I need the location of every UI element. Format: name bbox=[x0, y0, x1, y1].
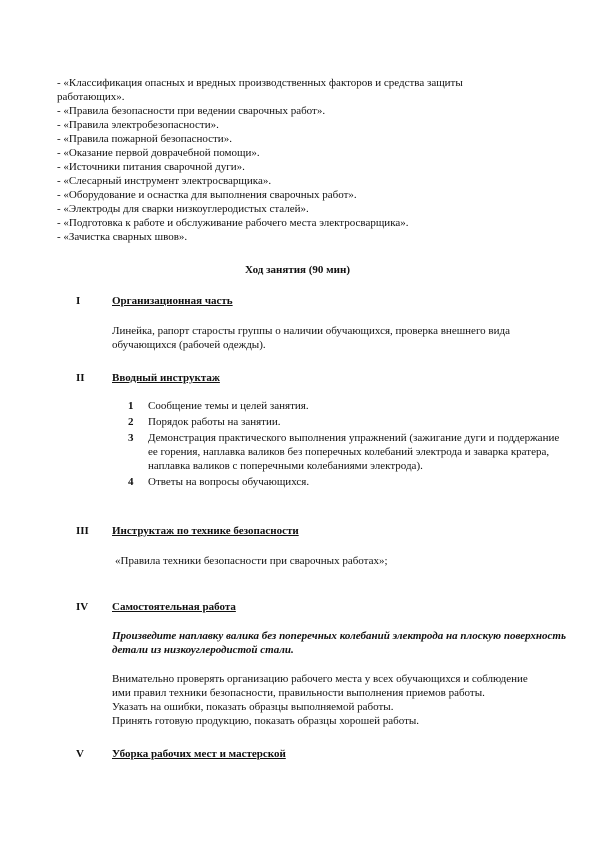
section-number: I bbox=[76, 295, 81, 307]
step-item bbox=[128, 475, 564, 489]
topic-item: - «Оборудование и оснастка для выполнения сварочных работ». bbox=[57, 189, 357, 201]
section-title: Самостоятельная работа bbox=[112, 601, 236, 613]
section-title: Инструктаж по технике безопасности bbox=[112, 525, 299, 537]
step-text: Сообщение темы и целей занятия. bbox=[148, 400, 309, 412]
topic-item: - «Электроды для сварки низкоуглеродистых сталей». bbox=[57, 203, 309, 215]
text-line: ими правил техники безопасности, правильности выполнения приемов работы. bbox=[112, 687, 485, 699]
step-number: 2 bbox=[128, 416, 134, 428]
step-item bbox=[128, 431, 564, 473]
topic-item: - «Классификация опасных и вредных производственных факторов и средства защиты работающих». bbox=[57, 77, 463, 103]
course-title: Ход занятия (90 мин) bbox=[245, 264, 350, 276]
topic-item: - «Источники питания сварочной дуги». bbox=[57, 161, 245, 173]
text-line: Линейка, рапорт старосты группы о наличии обучающихся, проверка внешнего вида bbox=[112, 325, 510, 337]
section-title: Организационная часть bbox=[112, 295, 233, 307]
step-text: Демонстрация практического выполнения упражнений (зажигание дуги и поддержание ее горения, наплавка валиков без поперечных колебаний электрода и заварка кратера, наплавка валиков с поперечными колебаниями электрода). bbox=[148, 432, 560, 472]
text-line: обучающихся (рабочей одежды). bbox=[112, 339, 266, 351]
topic-item: - «Зачистка сварных швов». bbox=[57, 231, 188, 243]
topic-item: - «Подготовка к работе и обслуживание рабочего места электросварщика». bbox=[57, 217, 409, 229]
step-number: 1 bbox=[128, 400, 134, 412]
section-title: Уборка рабочих мест и мастерской bbox=[112, 748, 286, 760]
section-title: Вводный инструктаж bbox=[112, 372, 220, 384]
section-number: IV bbox=[76, 601, 89, 613]
task-text: Произведите наплавку валика без поперечных колебаний электрода на плоскую поверхность детали из низкоуглеродистой стали. bbox=[112, 630, 566, 656]
briefing-steps bbox=[128, 399, 564, 491]
topic-item: - «Правила электробезопасности». bbox=[57, 119, 219, 131]
step-item bbox=[128, 415, 564, 429]
text-line: Принять готовую продукцию, показать образцы хорошей работы. bbox=[112, 715, 420, 727]
section-number: III bbox=[76, 525, 89, 537]
text-line: Внимательно проверять организацию рабочего места у всех обучающихся и соблюдение bbox=[112, 673, 528, 685]
step-number: 4 bbox=[128, 476, 134, 488]
section-text: «Правила техники безопасности при сварочных работах»; bbox=[115, 555, 388, 567]
step-item bbox=[128, 399, 564, 413]
section-number: II bbox=[76, 372, 85, 384]
step-text: Порядок работы на занятии. bbox=[148, 416, 281, 428]
section-text bbox=[112, 672, 558, 728]
step-number: 3 bbox=[128, 432, 134, 444]
section-number: V bbox=[76, 748, 84, 760]
section-text bbox=[112, 324, 558, 352]
topic-item: - «Правила безопасности при ведении сварочных работ». bbox=[57, 105, 326, 117]
topic-item: - «Правила пожарной безопасности». bbox=[57, 133, 232, 145]
step-text: Ответы на вопросы обучающихся. bbox=[148, 476, 310, 488]
topic-list bbox=[57, 76, 527, 244]
topic-item: - «Слесарный инструмент электросварщика». bbox=[57, 175, 272, 187]
text-line: Указать на ошибки, показать образцы выполняемой работы. bbox=[112, 701, 394, 713]
topic-item: - «Оказание первой доврачебной помощи». bbox=[57, 147, 260, 159]
